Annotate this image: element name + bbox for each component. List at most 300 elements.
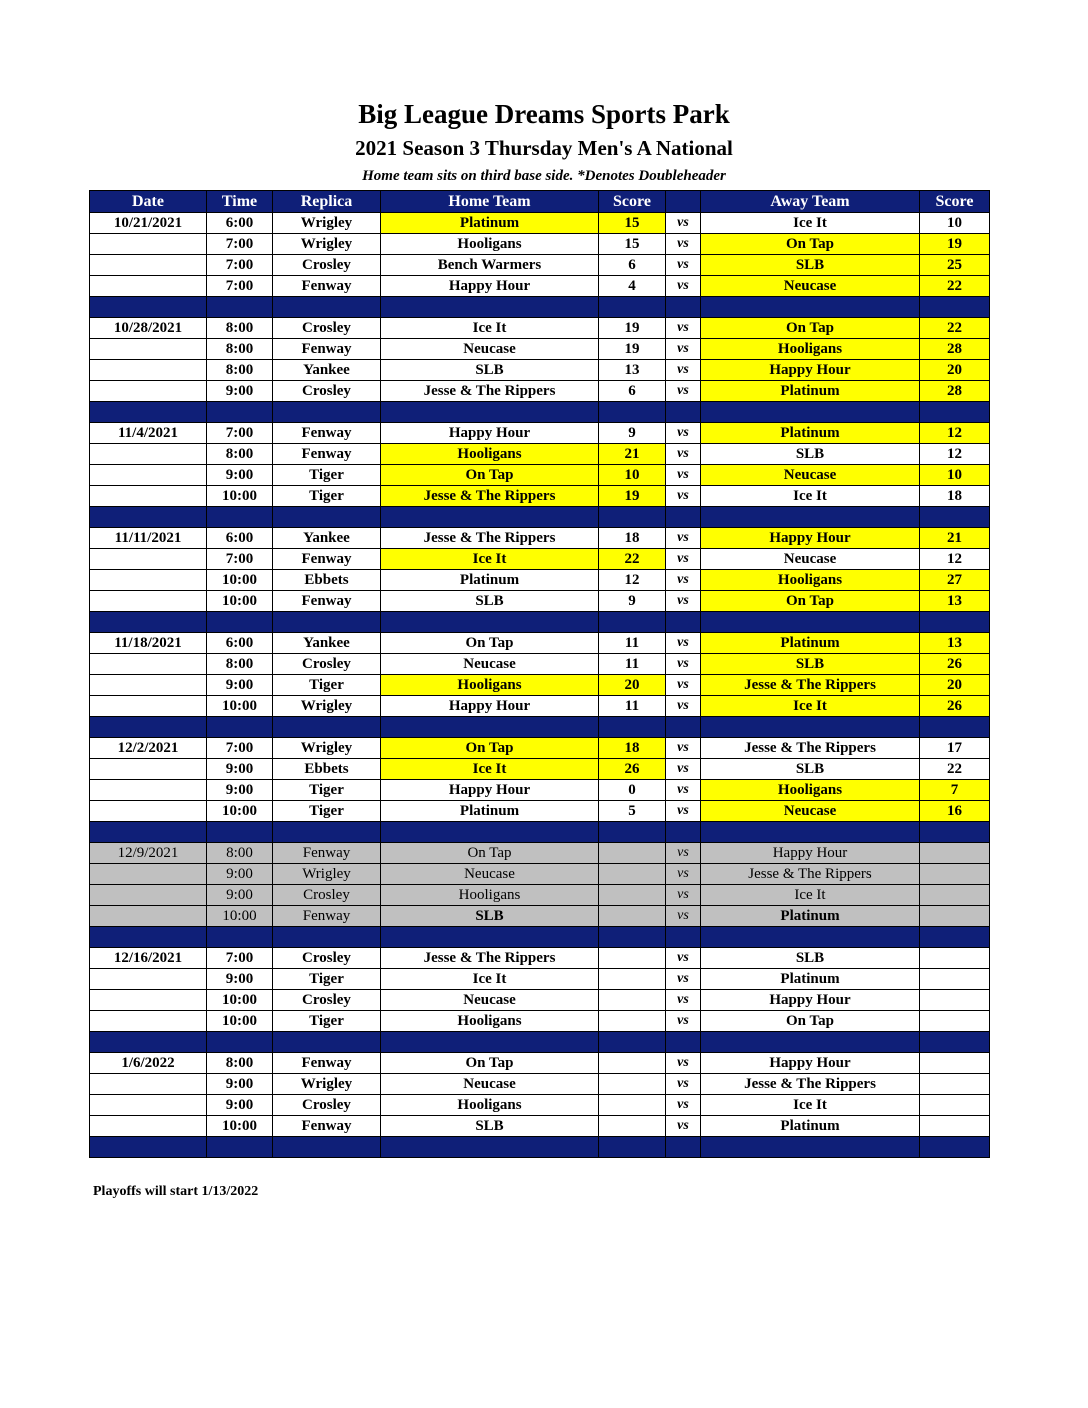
game-date	[90, 1095, 207, 1116]
home-team: Ice It	[381, 969, 599, 990]
vs-label: vs	[666, 360, 701, 381]
game-date: 10/28/2021	[90, 318, 207, 339]
away-score: 21	[920, 528, 990, 549]
home-score: 26	[599, 759, 666, 780]
schedule-table	[89, 190, 990, 1158]
home-score: 11	[599, 654, 666, 675]
home-score	[599, 906, 666, 927]
game-replica: Fenway	[273, 1053, 381, 1074]
home-team: Ice It	[381, 549, 599, 570]
table-row	[90, 528, 990, 549]
game-date	[90, 759, 207, 780]
away-score: 12	[920, 549, 990, 570]
home-score	[599, 1053, 666, 1074]
separator-cell	[701, 1032, 920, 1053]
away-team: Neucase	[701, 549, 920, 570]
away-score: 16	[920, 801, 990, 822]
separator-cell	[701, 612, 920, 633]
away-team: On Tap	[701, 1011, 920, 1032]
vs-label: vs	[666, 339, 701, 360]
vs-label: vs	[666, 1074, 701, 1095]
home-team: Ice It	[381, 759, 599, 780]
home-score: 10	[599, 465, 666, 486]
separator-cell	[599, 717, 666, 738]
home-team: SLB	[381, 360, 599, 381]
away-score: 26	[920, 654, 990, 675]
away-team: Hooligans	[701, 339, 920, 360]
away-score	[920, 1116, 990, 1137]
separator-cell	[90, 297, 207, 318]
separator-cell	[207, 1032, 273, 1053]
table-row	[90, 759, 990, 780]
home-score	[599, 885, 666, 906]
vs-label: vs	[666, 780, 701, 801]
vs-label: vs	[666, 423, 701, 444]
home-team: Hooligans	[381, 234, 599, 255]
page-subtitle: 2021 Season 3 Thursday Men's A National	[355, 136, 733, 160]
table-row	[90, 654, 990, 675]
table-row	[90, 570, 990, 591]
game-date	[90, 780, 207, 801]
home-team: SLB	[381, 906, 599, 927]
away-score: 19	[920, 234, 990, 255]
vs-label: vs	[666, 1095, 701, 1116]
separator-cell	[701, 927, 920, 948]
away-score	[920, 1095, 990, 1116]
table-row	[90, 234, 990, 255]
game-date	[90, 255, 207, 276]
game-time: 7:00	[207, 549, 273, 570]
home-score: 21	[599, 444, 666, 465]
home-team: On Tap	[381, 738, 599, 759]
game-replica: Fenway	[273, 276, 381, 297]
table-row	[90, 339, 990, 360]
table-row	[90, 1053, 990, 1074]
game-date	[90, 906, 207, 927]
away-team: SLB	[701, 255, 920, 276]
separator-cell	[701, 822, 920, 843]
home-team: Hooligans	[381, 885, 599, 906]
game-date	[90, 801, 207, 822]
separator-cell	[666, 822, 701, 843]
away-team: Neucase	[701, 276, 920, 297]
game-date	[90, 675, 207, 696]
away-team: Platinum	[701, 1116, 920, 1137]
away-score: 20	[920, 360, 990, 381]
schedule-body	[90, 213, 990, 1158]
page-note: Home team sits on third base side. *Denotes Doubleheader	[362, 168, 726, 184]
separator-cell	[920, 297, 990, 318]
separator-cell	[920, 822, 990, 843]
separator-cell	[701, 717, 920, 738]
away-team: Ice It	[701, 213, 920, 234]
separator-cell	[207, 297, 273, 318]
table-row	[90, 633, 990, 654]
table-row	[90, 1095, 990, 1116]
home-team: Neucase	[381, 1074, 599, 1095]
game-date: 11/4/2021	[90, 423, 207, 444]
away-score: 22	[920, 318, 990, 339]
home-team: On Tap	[381, 1053, 599, 1074]
game-time: 8:00	[207, 318, 273, 339]
vs-label: vs	[666, 675, 701, 696]
separator-cell	[273, 507, 381, 528]
week-separator	[90, 822, 990, 843]
home-team: Jesse & The Rippers	[381, 486, 599, 507]
game-time: 7:00	[207, 738, 273, 759]
col-header-vs	[666, 191, 701, 213]
separator-cell	[273, 297, 381, 318]
week-separator	[90, 1032, 990, 1053]
home-score: 4	[599, 276, 666, 297]
game-time: 8:00	[207, 360, 273, 381]
home-score	[599, 1011, 666, 1032]
separator-cell	[90, 507, 207, 528]
separator-cell	[273, 1032, 381, 1053]
game-date	[90, 381, 207, 402]
game-time: 9:00	[207, 885, 273, 906]
away-team: Jesse & The Rippers	[701, 864, 920, 885]
away-score: 17	[920, 738, 990, 759]
game-date	[90, 549, 207, 570]
home-team: Hooligans	[381, 675, 599, 696]
game-replica: Fenway	[273, 423, 381, 444]
game-time: 6:00	[207, 633, 273, 654]
week-separator	[90, 507, 990, 528]
away-score: 22	[920, 759, 990, 780]
table-row	[90, 1011, 990, 1032]
away-score	[920, 906, 990, 927]
away-score: 26	[920, 696, 990, 717]
home-score: 15	[599, 234, 666, 255]
game-replica: Fenway	[273, 549, 381, 570]
away-score: 28	[920, 381, 990, 402]
game-time: 8:00	[207, 654, 273, 675]
game-date	[90, 276, 207, 297]
away-team: Platinum	[701, 906, 920, 927]
game-time: 8:00	[207, 444, 273, 465]
game-replica: Fenway	[273, 843, 381, 864]
away-team: Happy Hour	[701, 843, 920, 864]
separator-cell	[701, 297, 920, 318]
separator-cell	[207, 927, 273, 948]
away-team: Platinum	[701, 633, 920, 654]
vs-label: vs	[666, 549, 701, 570]
separator-cell	[666, 612, 701, 633]
separator-cell	[701, 507, 920, 528]
table-row	[90, 696, 990, 717]
game-replica: Wrigley	[273, 864, 381, 885]
home-team: Hooligans	[381, 1011, 599, 1032]
game-replica: Yankee	[273, 528, 381, 549]
home-team: Platinum	[381, 801, 599, 822]
vs-label: vs	[666, 1116, 701, 1137]
home-score: 18	[599, 528, 666, 549]
separator-cell	[90, 717, 207, 738]
home-score	[599, 1074, 666, 1095]
home-score: 19	[599, 486, 666, 507]
game-date	[90, 654, 207, 675]
vs-label: vs	[666, 633, 701, 654]
game-date	[90, 696, 207, 717]
separator-cell	[273, 717, 381, 738]
game-replica: Crosley	[273, 255, 381, 276]
separator-cell	[599, 402, 666, 423]
separator-cell	[701, 1137, 920, 1158]
game-time: 10:00	[207, 801, 273, 822]
vs-label: vs	[666, 654, 701, 675]
away-team: Neucase	[701, 801, 920, 822]
away-score: 13	[920, 591, 990, 612]
table-row	[90, 1074, 990, 1095]
home-score: 9	[599, 591, 666, 612]
separator-cell	[599, 612, 666, 633]
game-time: 7:00	[207, 234, 273, 255]
away-team: Platinum	[701, 381, 920, 402]
home-team: Hooligans	[381, 1095, 599, 1116]
game-replica: Crosley	[273, 948, 381, 969]
table-row	[90, 1116, 990, 1137]
game-replica: Wrigley	[273, 213, 381, 234]
week-separator	[90, 297, 990, 318]
game-replica: Ebbets	[273, 570, 381, 591]
home-team: Happy Hour	[381, 423, 599, 444]
game-date: 12/16/2021	[90, 948, 207, 969]
game-date: 10/21/2021	[90, 213, 207, 234]
game-replica: Fenway	[273, 1116, 381, 1137]
game-time: 10:00	[207, 1116, 273, 1137]
col-header-home-team: Home Team	[381, 191, 599, 213]
separator-cell	[207, 717, 273, 738]
table-row	[90, 591, 990, 612]
table-row	[90, 969, 990, 990]
game-time: 10:00	[207, 591, 273, 612]
game-date: 1/6/2022	[90, 1053, 207, 1074]
away-score: 12	[920, 444, 990, 465]
separator-cell	[920, 1137, 990, 1158]
table-row	[90, 318, 990, 339]
away-score: 10	[920, 465, 990, 486]
separator-cell	[381, 927, 599, 948]
home-team: Jesse & The Rippers	[381, 948, 599, 969]
vs-label: vs	[666, 570, 701, 591]
home-team: Happy Hour	[381, 276, 599, 297]
game-time: 9:00	[207, 1095, 273, 1116]
vs-label: vs	[666, 759, 701, 780]
home-score: 0	[599, 780, 666, 801]
game-date	[90, 1011, 207, 1032]
away-score: 25	[920, 255, 990, 276]
game-replica: Tiger	[273, 486, 381, 507]
separator-cell	[666, 297, 701, 318]
game-replica: Tiger	[273, 465, 381, 486]
game-time: 9:00	[207, 675, 273, 696]
away-score	[920, 1053, 990, 1074]
separator-cell	[599, 927, 666, 948]
away-team: Happy Hour	[701, 990, 920, 1011]
game-time: 8:00	[207, 1053, 273, 1074]
game-replica: Crosley	[273, 1095, 381, 1116]
home-score: 6	[599, 255, 666, 276]
col-header-replica: Replica	[273, 191, 381, 213]
away-team: Happy Hour	[701, 1053, 920, 1074]
away-score: 27	[920, 570, 990, 591]
separator-cell	[90, 402, 207, 423]
away-score: 22	[920, 276, 990, 297]
vs-label: vs	[666, 738, 701, 759]
home-team: SLB	[381, 1116, 599, 1137]
separator-cell	[273, 1137, 381, 1158]
game-replica: Tiger	[273, 801, 381, 822]
vs-label: vs	[666, 990, 701, 1011]
table-row	[90, 213, 990, 234]
home-team: Neucase	[381, 339, 599, 360]
vs-label: vs	[666, 486, 701, 507]
separator-cell	[273, 822, 381, 843]
game-time: 9:00	[207, 780, 273, 801]
separator-cell	[273, 402, 381, 423]
home-score: 11	[599, 633, 666, 654]
table-row	[90, 465, 990, 486]
game-time: 9:00	[207, 1074, 273, 1095]
away-team: Happy Hour	[701, 528, 920, 549]
away-score	[920, 1011, 990, 1032]
separator-cell	[920, 927, 990, 948]
home-score: 13	[599, 360, 666, 381]
col-header-time: Time	[207, 191, 273, 213]
table-row	[90, 486, 990, 507]
week-separator	[90, 402, 990, 423]
away-score: 13	[920, 633, 990, 654]
week-separator	[90, 612, 990, 633]
away-score: 20	[920, 675, 990, 696]
vs-label: vs	[666, 696, 701, 717]
col-header-away-score: Score	[920, 191, 990, 213]
game-time: 10:00	[207, 1011, 273, 1032]
game-replica: Ebbets	[273, 759, 381, 780]
game-replica: Tiger	[273, 969, 381, 990]
table-row	[90, 990, 990, 1011]
separator-cell	[666, 717, 701, 738]
away-team: Platinum	[701, 969, 920, 990]
separator-cell	[207, 402, 273, 423]
separator-cell	[273, 612, 381, 633]
away-team: Ice It	[701, 696, 920, 717]
home-score	[599, 1116, 666, 1137]
game-replica: Crosley	[273, 654, 381, 675]
away-team: SLB	[701, 654, 920, 675]
away-score: 10	[920, 213, 990, 234]
home-team: Neucase	[381, 990, 599, 1011]
game-time: 9:00	[207, 864, 273, 885]
game-replica: Crosley	[273, 990, 381, 1011]
vs-label: vs	[666, 864, 701, 885]
game-date	[90, 1116, 207, 1137]
away-team: SLB	[701, 759, 920, 780]
away-team: Jesse & The Rippers	[701, 1074, 920, 1095]
away-score: 18	[920, 486, 990, 507]
table-header-row	[90, 191, 990, 213]
vs-label: vs	[666, 528, 701, 549]
vs-label: vs	[666, 213, 701, 234]
vs-label: vs	[666, 381, 701, 402]
vs-label: vs	[666, 801, 701, 822]
game-replica: Fenway	[273, 339, 381, 360]
away-team: Happy Hour	[701, 360, 920, 381]
home-score: 20	[599, 675, 666, 696]
separator-cell	[90, 1137, 207, 1158]
vs-label: vs	[666, 276, 701, 297]
home-score	[599, 969, 666, 990]
home-team: Jesse & The Rippers	[381, 381, 599, 402]
separator-cell	[666, 927, 701, 948]
game-date	[90, 969, 207, 990]
separator-cell	[381, 1137, 599, 1158]
table-row	[90, 948, 990, 969]
game-date	[90, 339, 207, 360]
home-score: 6	[599, 381, 666, 402]
vs-label: vs	[666, 255, 701, 276]
game-replica: Tiger	[273, 1011, 381, 1032]
table-row	[90, 381, 990, 402]
away-team: Jesse & The Rippers	[701, 738, 920, 759]
home-score: 19	[599, 318, 666, 339]
game-date	[90, 1074, 207, 1095]
game-date	[90, 234, 207, 255]
table-row	[90, 738, 990, 759]
game-time: 9:00	[207, 381, 273, 402]
table-row	[90, 360, 990, 381]
separator-cell	[207, 1137, 273, 1158]
game-date	[90, 444, 207, 465]
game-replica: Wrigley	[273, 234, 381, 255]
home-score: 18	[599, 738, 666, 759]
table-row	[90, 906, 990, 927]
home-score: 15	[599, 213, 666, 234]
separator-cell	[381, 297, 599, 318]
separator-cell	[920, 507, 990, 528]
home-team: Neucase	[381, 654, 599, 675]
separator-cell	[599, 1032, 666, 1053]
game-replica: Crosley	[273, 318, 381, 339]
game-replica: Tiger	[273, 780, 381, 801]
separator-cell	[666, 402, 701, 423]
vs-label: vs	[666, 465, 701, 486]
game-date: 11/11/2021	[90, 528, 207, 549]
away-team: Jesse & The Rippers	[701, 675, 920, 696]
away-team: Ice It	[701, 885, 920, 906]
game-time: 8:00	[207, 843, 273, 864]
game-time: 6:00	[207, 528, 273, 549]
home-team: Jesse & The Rippers	[381, 528, 599, 549]
game-date	[90, 465, 207, 486]
away-score	[920, 843, 990, 864]
game-replica: Fenway	[273, 906, 381, 927]
away-score: 28	[920, 339, 990, 360]
away-score	[920, 969, 990, 990]
home-score: 9	[599, 423, 666, 444]
vs-label: vs	[666, 1053, 701, 1074]
game-time: 9:00	[207, 465, 273, 486]
table-row	[90, 423, 990, 444]
home-team: Ice It	[381, 318, 599, 339]
table-row	[90, 255, 990, 276]
separator-cell	[90, 1032, 207, 1053]
away-team: SLB	[701, 948, 920, 969]
away-score: 12	[920, 423, 990, 444]
away-score: 7	[920, 780, 990, 801]
separator-cell	[207, 822, 273, 843]
